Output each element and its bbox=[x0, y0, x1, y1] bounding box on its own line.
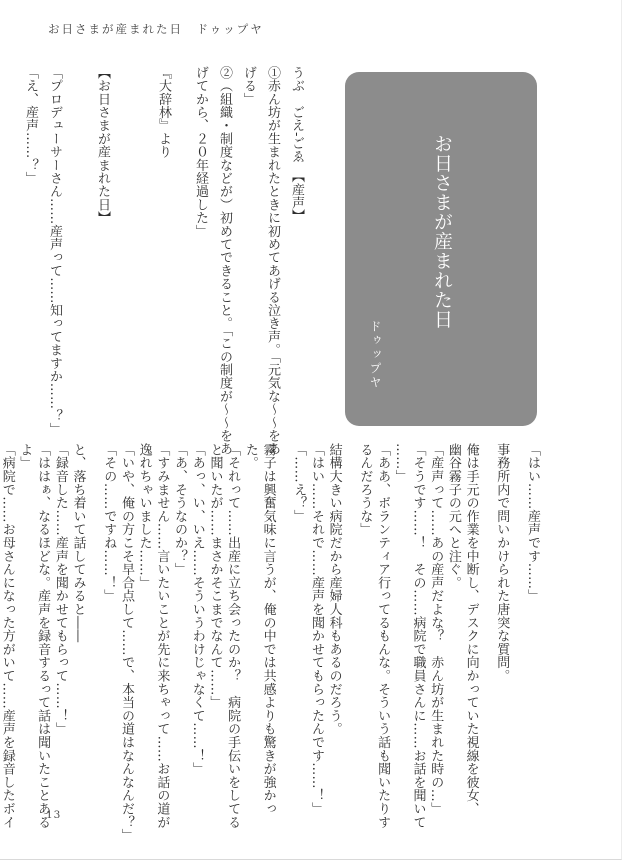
text-line: げる」 bbox=[241, 66, 256, 106]
text-line: 「いや、俺の方こそ早合点して……で、本当の道はなんなんだ？」 bbox=[118, 443, 134, 842]
page-number: 13 bbox=[46, 809, 62, 821]
text-line: ①赤ん坊が生まれたときに初めてあげる泣き声。「元気な～～をあ bbox=[265, 66, 280, 456]
text-line: 「その……ですね……！」 bbox=[101, 443, 117, 603]
text-line: 「え、産声……？」 bbox=[23, 66, 38, 185]
text-line: 逸れちゃいました……」 bbox=[136, 443, 152, 590]
text-line: 俺は手元の作業を中断し、デスクに向かっていた視線を彼女、 bbox=[463, 443, 479, 816]
text-line: 「それって……出産に立ち会ったのか？ 病院の手伝いをしてる bbox=[225, 443, 241, 829]
text-line: るんだろうな」 bbox=[357, 443, 373, 537]
text-line: 「……え？」 bbox=[291, 443, 307, 523]
text-line: うぶ ごえ‐ごゑ 【産声】 bbox=[289, 66, 304, 223]
story-text bbox=[0, 443, 541, 842]
text-line: 事務所内で問いかけられた唐突な質問。 bbox=[494, 443, 510, 683]
text-line: 霧子は興奮気味に言うが、俺の中では共感よりも驚きが強かっ bbox=[260, 443, 276, 816]
line-spacer bbox=[127, 66, 151, 458]
text-line: ②（組織・制度などが）初めてできること。「この制度が～～をあ bbox=[217, 66, 232, 456]
cover-title: お日さまが産まれた日 bbox=[431, 134, 453, 329]
dictionary-excerpt bbox=[23, 66, 321, 458]
text-line: 「そうです……！ その……病院で職員さんに……お話を聞いて bbox=[410, 443, 426, 829]
text-line: と聞いたが……まさかそこまでなんて……」 bbox=[207, 443, 223, 709]
text-line: 「ははぁ、なるほどな。産声を録音するって話は聞いたことある bbox=[35, 443, 51, 829]
text-line: 「はい……産声です……」 bbox=[525, 443, 540, 603]
text-line: 『大辞林』より bbox=[156, 66, 171, 159]
text-line: 「録音した……産声を聞かせてもらって……！」 bbox=[52, 443, 68, 736]
cover-author: ドゥップヤ bbox=[368, 320, 382, 390]
text-line: げてから、２０年経過した」 bbox=[193, 66, 208, 238]
cover-card bbox=[345, 72, 537, 426]
text-line: ……」 bbox=[392, 443, 408, 483]
text-line: 「はい……それで……産声を聞かせてもらったんです……！」 bbox=[308, 443, 324, 816]
text-line: 「産声って……あの産声だよな？ 赤ん坊が生まれた時の…」 bbox=[428, 443, 444, 816]
text-line: 幽谷霧子の元へと注ぐ。 bbox=[445, 443, 461, 590]
text-line: 「あ、そうなのか？」 bbox=[172, 443, 188, 576]
text-line: 「ああ、ボランティア行ってるもんな。そういう話も聞いたりす bbox=[375, 443, 391, 829]
text-line: 「あっ、い、いえ……そういうわけじゃなくて……！」 bbox=[189, 443, 205, 776]
text-line: 「すみません……言いたいことが先に来ちゃって……お話の道が bbox=[154, 443, 170, 829]
text-line: 「プロデューサーさん……産声って……知ってますか……？」 bbox=[47, 66, 62, 436]
text-line: よ」 bbox=[17, 443, 33, 470]
text-line: 「病院で……お母さんになった方がいて……産声を録音したボイ bbox=[0, 443, 15, 829]
text-line: と、落ち着いて話してみると―― bbox=[70, 443, 86, 643]
running-header: お日さまが産まれた日 ドゥップヤ bbox=[48, 22, 264, 36]
text-line: 【お日さまが産まれた日】 bbox=[95, 66, 110, 225]
text-line: 結構大きい病院だから産婦人科もあるのだろう。 bbox=[326, 443, 342, 736]
line-spacer bbox=[66, 66, 90, 458]
text-line: た。 bbox=[242, 443, 258, 470]
